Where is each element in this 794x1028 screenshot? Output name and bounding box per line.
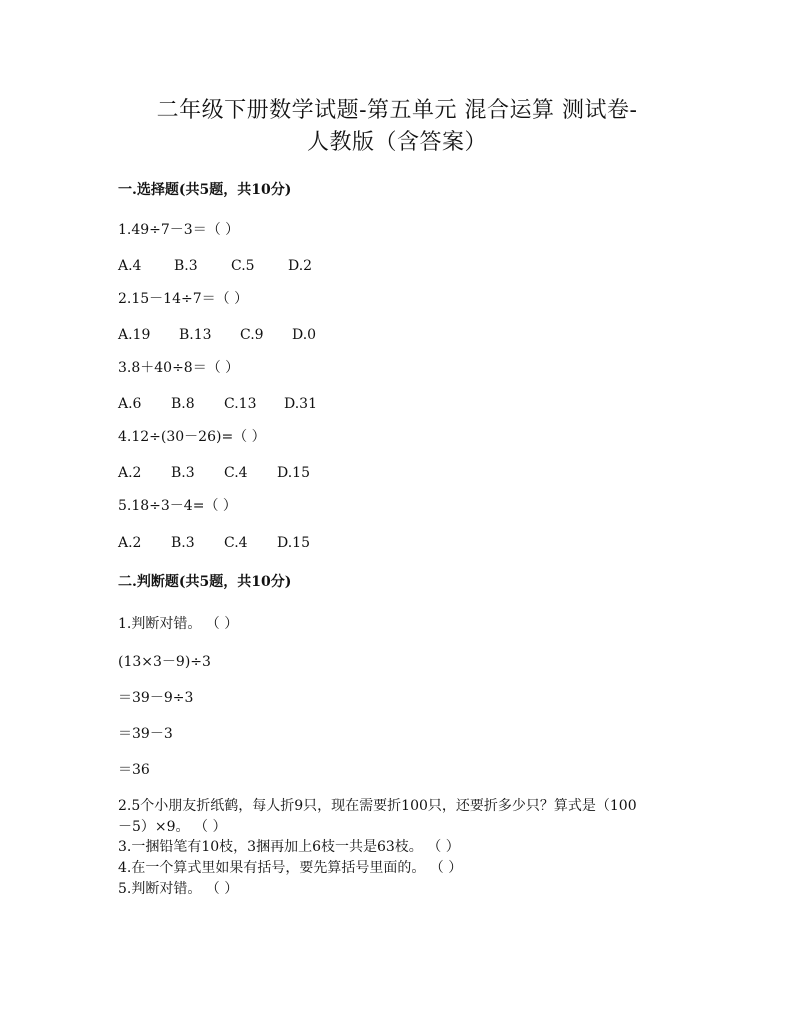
question-2-1-step-4: ＝36 (118, 762, 150, 778)
question-1-2-options (118, 326, 316, 344)
option-b: B.3 (174, 258, 198, 274)
question-1-4: 4.12÷(30－26)=（ ） (118, 429, 266, 445)
question-1-3-options (118, 395, 317, 413)
question-1-1: 1.49÷7－3＝（ ） (118, 222, 240, 238)
option-d: D.0 (292, 327, 317, 343)
option-d: D.2 (288, 258, 313, 274)
section-2-heading: 二.判断题(共5题，共10分) (118, 574, 292, 590)
option-d: D.15 (277, 535, 310, 551)
question-2-4: 4.在一个算式里如果有括号，要先算括号里面的。 （ ） (118, 860, 463, 876)
document-title-line-2: 人教版（含答案） (306, 130, 487, 155)
question-1-3: 3.8＋40÷8＝（ ） (118, 360, 240, 376)
question-2-1-step-2: ＝39－9÷3 (118, 690, 194, 706)
question-2-5: 5.判断对错。 （ ） (118, 881, 239, 897)
question-1-4-options (118, 464, 310, 482)
question-1-1-options (118, 257, 312, 275)
option-c: C.4 (224, 465, 248, 481)
option-c: C.9 (240, 327, 264, 343)
option-b: B.3 (171, 465, 195, 481)
question-1-2: 2.15－14÷7＝（ ） (118, 291, 249, 307)
option-c: C.4 (224, 535, 248, 551)
option-a: A.6 (118, 396, 142, 412)
question-2-2-line-2: －5）×9。 （ ） (118, 819, 227, 835)
question-2-1-step-1: (13×3－9)÷3 (118, 654, 211, 670)
option-a: A.19 (118, 327, 151, 343)
option-c: C.13 (224, 396, 257, 412)
section-1-heading: 一.选择题(共5题，共10分) (118, 182, 292, 198)
question-1-5-options (118, 534, 310, 552)
option-a: A.2 (118, 465, 142, 481)
option-b: B.13 (179, 327, 212, 343)
question-2-1-step-3: ＝39－3 (118, 726, 173, 742)
option-b: B.3 (171, 535, 195, 551)
option-d: D.31 (284, 396, 317, 412)
question-2-3: 3.一捆铅笔有10枝，3捆再加上6枝一共是63枝。 （ ） (118, 839, 460, 855)
option-d: D.15 (277, 465, 310, 481)
option-c: C.5 (231, 258, 255, 274)
question-1-5: 5.18÷3－4=（ ） (118, 498, 237, 514)
option-a: A.4 (118, 258, 142, 274)
question-2-2-line-1: 2.5个小朋友折纸鹤，每人折9只，现在需要折100只，还要折多少只？算式是（100 (118, 798, 637, 814)
document-title-line-1: 二年级下册数学试题-第五单元 混合运算 测试卷- (156, 98, 638, 123)
option-b: B.8 (171, 396, 195, 412)
option-a: A.2 (118, 535, 142, 551)
question-2-1: 1.判断对错。 （ ） (118, 616, 239, 632)
